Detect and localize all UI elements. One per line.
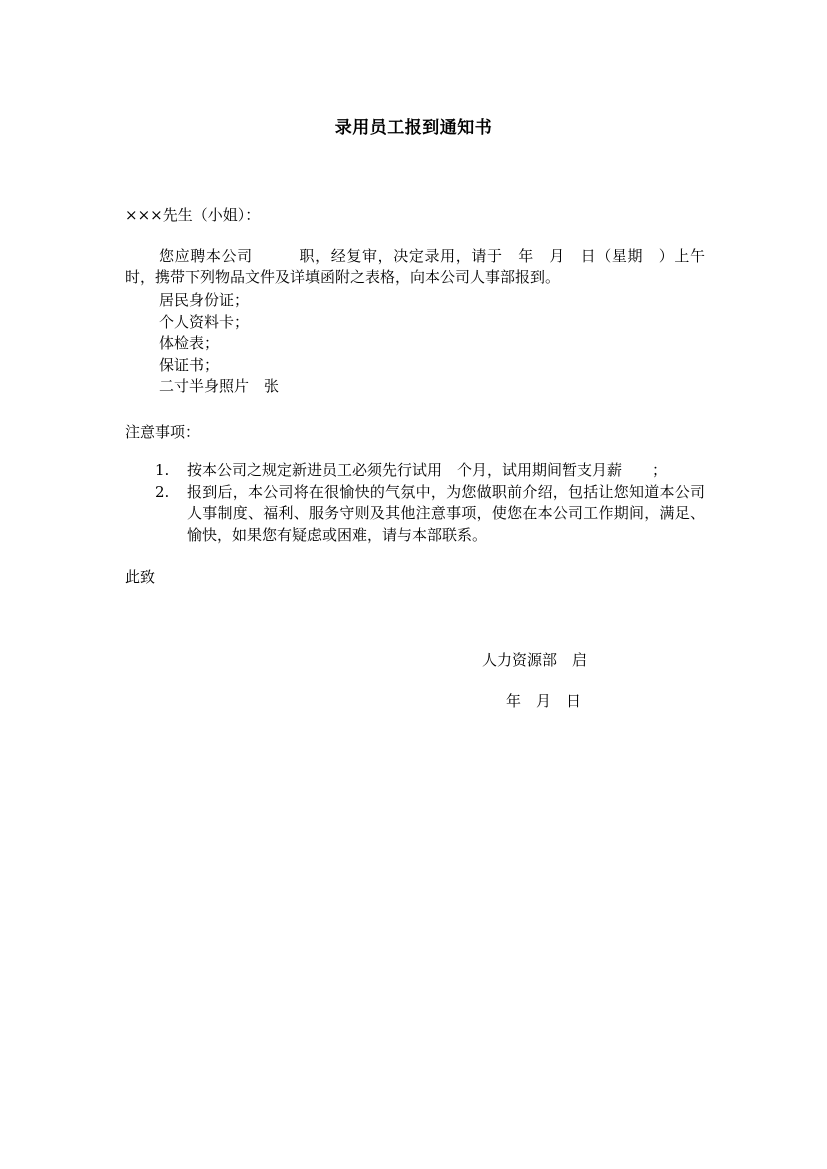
list-item: 体检表； bbox=[159, 334, 220, 352]
notes-heading: 注意事项： bbox=[125, 423, 201, 441]
date-line: 年 月 日 bbox=[506, 692, 582, 710]
body-paragraph: 您应聘本公司 职，经复审，决定录用，请于 年 月 日（星期 ）上午 时，携带下列物品文件及详填函附之表格，向本公司人事部报到。 bbox=[125, 247, 721, 286]
note-number: 1. bbox=[155, 461, 170, 479]
note-text: 报到后，本公司将在很愉快的气氛中，为您做职前介绍，包括让您知道本公司人事制度、福利、服务守则及其他注意事项，使您在本公司工作期间，满足、愉快，如果您有疑虑或困难，请与本部联系。 bbox=[187, 482, 705, 544]
list-item: 二寸半身照片 张 bbox=[159, 377, 280, 395]
document-title: 录用员工报到通知书 bbox=[334, 118, 493, 138]
list-item: 保证书； bbox=[159, 355, 220, 374]
list-item: 个人资料卡； bbox=[159, 312, 250, 331]
closing: 此致 bbox=[125, 568, 156, 586]
note-text: 按本公司之规定新进员工必须先行试用 个月，试用期间暂支月薪 ； bbox=[187, 461, 668, 479]
note-item bbox=[155, 482, 705, 547]
note-number: 2. bbox=[155, 482, 170, 501]
salutation: ×××先生（小姐）： bbox=[125, 206, 261, 224]
required-items-list bbox=[159, 290, 279, 398]
list-item: 居民身份证； bbox=[159, 291, 250, 309]
notes-list bbox=[155, 460, 705, 546]
signer: 人力资源部 启 bbox=[482, 651, 588, 669]
note-item bbox=[155, 460, 705, 482]
